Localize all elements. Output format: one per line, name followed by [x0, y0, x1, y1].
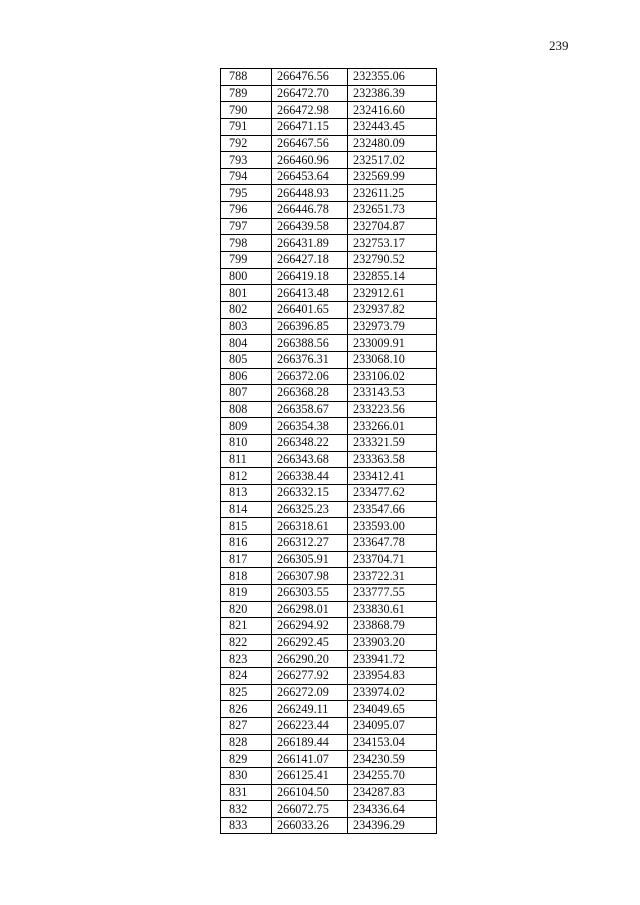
x-coordinate-cell: 266419.18: [272, 268, 348, 285]
point-number-cell: 808: [221, 401, 272, 418]
point-number-cell: 803: [221, 318, 272, 335]
point-number-cell: 816: [221, 534, 272, 551]
point-number-cell: 831: [221, 784, 272, 801]
x-coordinate-cell: 266388.56: [272, 335, 348, 352]
x-coordinate-cell: 266303.55: [272, 584, 348, 601]
y-coordinate-cell: 232355.06: [348, 69, 437, 86]
point-number-cell: 809: [221, 418, 272, 435]
point-number-cell: 807: [221, 385, 272, 402]
x-coordinate-cell: 266318.61: [272, 518, 348, 535]
x-coordinate-cell: 266396.85: [272, 318, 348, 335]
y-coordinate-cell: 232517.02: [348, 152, 437, 169]
point-number-cell: 818: [221, 568, 272, 585]
table-row: [221, 252, 437, 269]
table-row: [221, 335, 437, 352]
y-coordinate-cell: 232790.52: [348, 252, 437, 269]
x-coordinate-cell: 266033.26: [272, 817, 348, 834]
table-row: [221, 767, 437, 784]
y-coordinate-cell: 233593.00: [348, 518, 437, 535]
table-row: [221, 268, 437, 285]
table-row: [221, 135, 437, 152]
x-coordinate-cell: 266472.70: [272, 85, 348, 102]
x-coordinate-cell: 266354.38: [272, 418, 348, 435]
y-coordinate-cell: 234153.04: [348, 734, 437, 751]
y-coordinate-cell: 233954.83: [348, 668, 437, 685]
y-coordinate-cell: 233722.31: [348, 568, 437, 585]
x-coordinate-cell: 266272.09: [272, 684, 348, 701]
y-coordinate-cell: 232855.14: [348, 268, 437, 285]
point-number-cell: 793: [221, 152, 272, 169]
point-number-cell: 797: [221, 218, 272, 235]
y-coordinate-cell: 233068.10: [348, 351, 437, 368]
table-row: [221, 485, 437, 502]
y-coordinate-cell: 233868.79: [348, 618, 437, 635]
point-number-cell: 819: [221, 584, 272, 601]
y-coordinate-cell: 234336.64: [348, 801, 437, 818]
table-row: [221, 601, 437, 618]
x-coordinate-cell: 266189.44: [272, 734, 348, 751]
x-coordinate-cell: 266292.45: [272, 634, 348, 651]
y-coordinate-cell: 232386.39: [348, 85, 437, 102]
point-number-cell: 805: [221, 351, 272, 368]
table-row: [221, 751, 437, 768]
x-coordinate-cell: 266290.20: [272, 651, 348, 668]
table-row: [221, 468, 437, 485]
table-row: [221, 518, 437, 535]
table-row: [221, 102, 437, 119]
table-row: [221, 152, 437, 169]
y-coordinate-cell: 234049.65: [348, 701, 437, 718]
table-row: [221, 551, 437, 568]
point-number-cell: 788: [221, 69, 272, 86]
y-coordinate-cell: 232937.82: [348, 301, 437, 318]
x-coordinate-cell: 266325.23: [272, 501, 348, 518]
table-row: [221, 301, 437, 318]
x-coordinate-cell: 266413.48: [272, 285, 348, 302]
point-number-cell: 815: [221, 518, 272, 535]
point-number-cell: 794: [221, 168, 272, 185]
y-coordinate-cell: 233106.02: [348, 368, 437, 385]
x-coordinate-cell: 266125.41: [272, 767, 348, 784]
table-row: [221, 701, 437, 718]
table-row: [221, 534, 437, 551]
point-number-cell: 812: [221, 468, 272, 485]
y-coordinate-cell: 233647.78: [348, 534, 437, 551]
x-coordinate-cell: 266476.56: [272, 69, 348, 86]
table-row: [221, 351, 437, 368]
point-number-cell: 798: [221, 235, 272, 252]
point-number-cell: 806: [221, 368, 272, 385]
table-row: [221, 418, 437, 435]
table-row: [221, 684, 437, 701]
y-coordinate-cell: 234095.07: [348, 717, 437, 734]
point-number-cell: 828: [221, 734, 272, 751]
table-row: [221, 784, 437, 801]
point-number-cell: 800: [221, 268, 272, 285]
y-coordinate-cell: 232651.73: [348, 202, 437, 219]
point-number-cell: 830: [221, 767, 272, 784]
point-number-cell: 829: [221, 751, 272, 768]
table-row: [221, 368, 437, 385]
table-row: [221, 168, 437, 185]
x-coordinate-cell: 266376.31: [272, 351, 348, 368]
table-row: [221, 734, 437, 751]
y-coordinate-cell: 233266.01: [348, 418, 437, 435]
table-row: [221, 401, 437, 418]
point-number-cell: 813: [221, 485, 272, 502]
x-coordinate-cell: 266427.18: [272, 252, 348, 269]
y-coordinate-cell: 234255.70: [348, 767, 437, 784]
point-number-cell: 817: [221, 551, 272, 568]
y-coordinate-cell: 232611.25: [348, 185, 437, 202]
point-number-cell: 802: [221, 301, 272, 318]
x-coordinate-cell: 266294.92: [272, 618, 348, 635]
table-row: [221, 218, 437, 235]
x-coordinate-cell: 266338.44: [272, 468, 348, 485]
point-number-cell: 799: [221, 252, 272, 269]
page-number: 239: [549, 38, 569, 53]
table-row: [221, 235, 437, 252]
x-coordinate-cell: 266312.27: [272, 534, 348, 551]
x-coordinate-cell: 266446.78: [272, 202, 348, 219]
x-coordinate-cell: 266368.28: [272, 385, 348, 402]
point-number-cell: 804: [221, 335, 272, 352]
table-row: [221, 618, 437, 635]
table-row: [221, 435, 437, 452]
point-number-cell: 822: [221, 634, 272, 651]
y-coordinate-cell: 234396.29: [348, 817, 437, 834]
x-coordinate-cell: 266439.58: [272, 218, 348, 235]
y-coordinate-cell: 232912.61: [348, 285, 437, 302]
y-coordinate-cell: 233777.55: [348, 584, 437, 601]
x-coordinate-cell: 266343.68: [272, 451, 348, 468]
x-coordinate-cell: 266460.96: [272, 152, 348, 169]
table-row: [221, 318, 437, 335]
point-number-cell: 795: [221, 185, 272, 202]
y-coordinate-cell: 233547.66: [348, 501, 437, 518]
x-coordinate-cell: 266104.50: [272, 784, 348, 801]
x-coordinate-cell: 266249.11: [272, 701, 348, 718]
y-coordinate-cell: 232480.09: [348, 135, 437, 152]
x-coordinate-cell: 266305.91: [272, 551, 348, 568]
x-coordinate-cell: 266307.98: [272, 568, 348, 585]
point-number-cell: 825: [221, 684, 272, 701]
x-coordinate-cell: 266401.65: [272, 301, 348, 318]
table-row: [221, 817, 437, 834]
point-number-cell: 824: [221, 668, 272, 685]
point-number-cell: 810: [221, 435, 272, 452]
x-coordinate-cell: 266223.44: [272, 717, 348, 734]
point-number-cell: 821: [221, 618, 272, 635]
y-coordinate-cell: 232569.99: [348, 168, 437, 185]
y-coordinate-cell: 233941.72: [348, 651, 437, 668]
table-row: [221, 668, 437, 685]
x-coordinate-cell: 266358.67: [272, 401, 348, 418]
y-coordinate-cell: 234287.83: [348, 784, 437, 801]
x-coordinate-cell: 266072.75: [272, 801, 348, 818]
coordinates-table: [220, 68, 437, 834]
y-coordinate-cell: 233363.58: [348, 451, 437, 468]
y-coordinate-cell: 232704.87: [348, 218, 437, 235]
y-coordinate-cell: 232753.17: [348, 235, 437, 252]
point-number-cell: 833: [221, 817, 272, 834]
x-coordinate-cell: 266453.64: [272, 168, 348, 185]
point-number-cell: 814: [221, 501, 272, 518]
y-coordinate-cell: 232973.79: [348, 318, 437, 335]
x-coordinate-cell: 266467.56: [272, 135, 348, 152]
point-number-cell: 811: [221, 451, 272, 468]
y-coordinate-cell: 232416.60: [348, 102, 437, 119]
x-coordinate-cell: 266332.15: [272, 485, 348, 502]
point-number-cell: 827: [221, 717, 272, 734]
table-row: [221, 634, 437, 651]
table-row: [221, 717, 437, 734]
point-number-cell: 823: [221, 651, 272, 668]
x-coordinate-cell: 266348.22: [272, 435, 348, 452]
y-coordinate-cell: 233830.61: [348, 601, 437, 618]
table-row: [221, 385, 437, 402]
x-coordinate-cell: 266472.98: [272, 102, 348, 119]
table-row: [221, 584, 437, 601]
point-number-cell: 791: [221, 118, 272, 135]
y-coordinate-cell: 234230.59: [348, 751, 437, 768]
table-row: [221, 69, 437, 86]
y-coordinate-cell: 233321.59: [348, 435, 437, 452]
y-coordinate-cell: 233974.02: [348, 684, 437, 701]
table-row: [221, 285, 437, 302]
y-coordinate-cell: 233412.41: [348, 468, 437, 485]
coordinates-table-body: [221, 69, 437, 834]
table-row: [221, 501, 437, 518]
y-coordinate-cell: 232443.45: [348, 118, 437, 135]
table-row: [221, 451, 437, 468]
x-coordinate-cell: 266431.89: [272, 235, 348, 252]
table-row: [221, 651, 437, 668]
x-coordinate-cell: 266448.93: [272, 185, 348, 202]
x-coordinate-cell: 266372.06: [272, 368, 348, 385]
y-coordinate-cell: 233477.62: [348, 485, 437, 502]
y-coordinate-cell: 233704.71: [348, 551, 437, 568]
y-coordinate-cell: 233143.53: [348, 385, 437, 402]
point-number-cell: 792: [221, 135, 272, 152]
table-row: [221, 118, 437, 135]
point-number-cell: 801: [221, 285, 272, 302]
y-coordinate-cell: 233903.20: [348, 634, 437, 651]
point-number-cell: 789: [221, 85, 272, 102]
table-row: [221, 568, 437, 585]
table-row: [221, 801, 437, 818]
x-coordinate-cell: 266471.15: [272, 118, 348, 135]
point-number-cell: 832: [221, 801, 272, 818]
x-coordinate-cell: 266277.92: [272, 668, 348, 685]
x-coordinate-cell: 266141.07: [272, 751, 348, 768]
y-coordinate-cell: 233009.91: [348, 335, 437, 352]
point-number-cell: 826: [221, 701, 272, 718]
table-row: [221, 202, 437, 219]
point-number-cell: 820: [221, 601, 272, 618]
y-coordinate-cell: 233223.56: [348, 401, 437, 418]
point-number-cell: 790: [221, 102, 272, 119]
table-row: [221, 185, 437, 202]
x-coordinate-cell: 266298.01: [272, 601, 348, 618]
table-row: [221, 85, 437, 102]
point-number-cell: 796: [221, 202, 272, 219]
